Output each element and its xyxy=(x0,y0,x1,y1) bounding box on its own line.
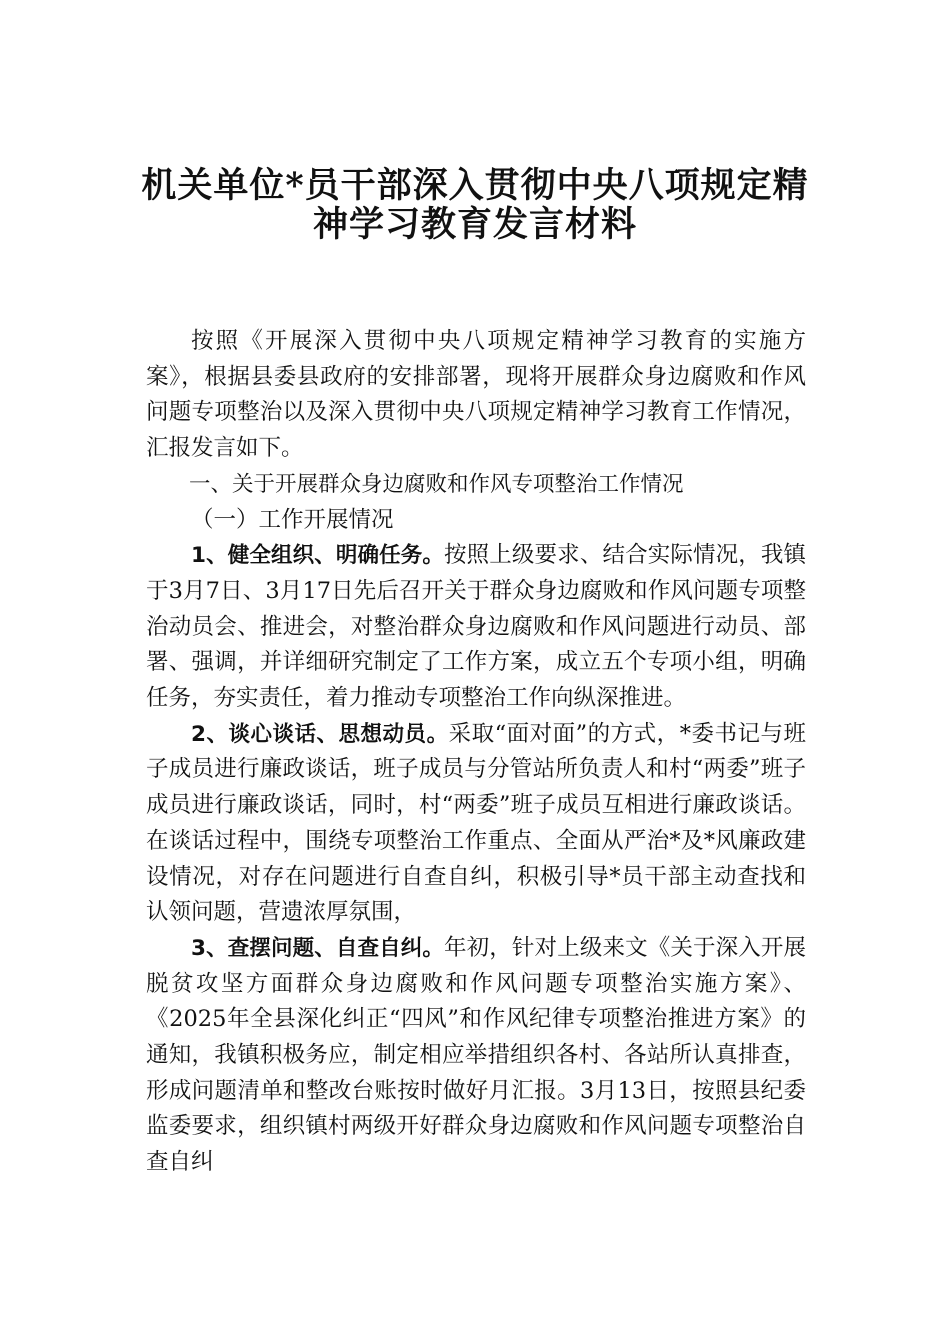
document-body xyxy=(146,324,806,1181)
list-item-2 xyxy=(146,717,806,931)
list-item-2-lead: 2、谈心谈话、思想动员。 xyxy=(191,721,449,747)
list-item-3 xyxy=(146,931,806,1181)
list-item-1-lead: 1、健全组织、明确任务。 xyxy=(191,543,445,569)
list-item-3-text: 年初，针对上级来文《关于深入开展脱贫攻坚方面群众身边腐败和作风问题专项整治实施方案》、《2025年全县深化纠正“四风”和作风纪律专项整治推进方案》的通知，我镇积极务应，制定相应举措组织各村、各站所认真排查，形成问题清单和整改台账按时做好月汇报。3月13日，按照县纪委监委要求，组织镇村两级开好群众身边腐败和作风问题专项整治自查自纠 xyxy=(146,934,806,1176)
list-item-3-lead: 3、查摆问题、自查自纠。 xyxy=(191,935,445,961)
list-item-1 xyxy=(146,538,806,717)
subsection-heading-1: （一）工作开展情况 xyxy=(191,506,394,533)
list-item-1-text: 按照上级要求、结合实际情况，我镇于3月7日、3月17日先后召开关于群众身边腐败和作风问题专项整治动员会、推进会，对整治群众身边腐败和作风问题进行动员、部署、强调，并详细研究制定了工作方案，成立五个专项小组，明确任务，夯实责任，着力推动专项整治工作向纵深推进。 xyxy=(146,542,806,712)
section-heading-1: 一、关于开展群众身边腐败和作风专项整治工作情况 xyxy=(189,471,684,497)
intro-paragraph: 按照《开展深入贯彻中央八项规定精神学习教育的实施方案》，根据县委县政府的安排部署，现将开展群众身边腐败和作风问题专项整治以及深入贯彻中央八项规定精神学习教育工作情况，汇报发言如下。 xyxy=(146,328,806,462)
document-title-line-1: 机关单位*员干部深入贯彻中央八项规定精 xyxy=(141,165,809,206)
document-title-line-2: 神学习教育发言材料 xyxy=(312,204,637,245)
list-item-2-text: 采取“面对面”的方式，*委书记与班子成员进行廉政谈话，班子成员与分管站所负责人和村“两委”班子成员进行廉政谈话，同时，村“两委”班子成员互相进行廉政谈话。在谈话过程中，围绕专项整治工作重点、全面从严治*及*风廉政建设情况，对存在问题进行自查自纠，积极引导*员干部主动查找和认领问题，营遗浓厚氛围， xyxy=(146,720,806,926)
